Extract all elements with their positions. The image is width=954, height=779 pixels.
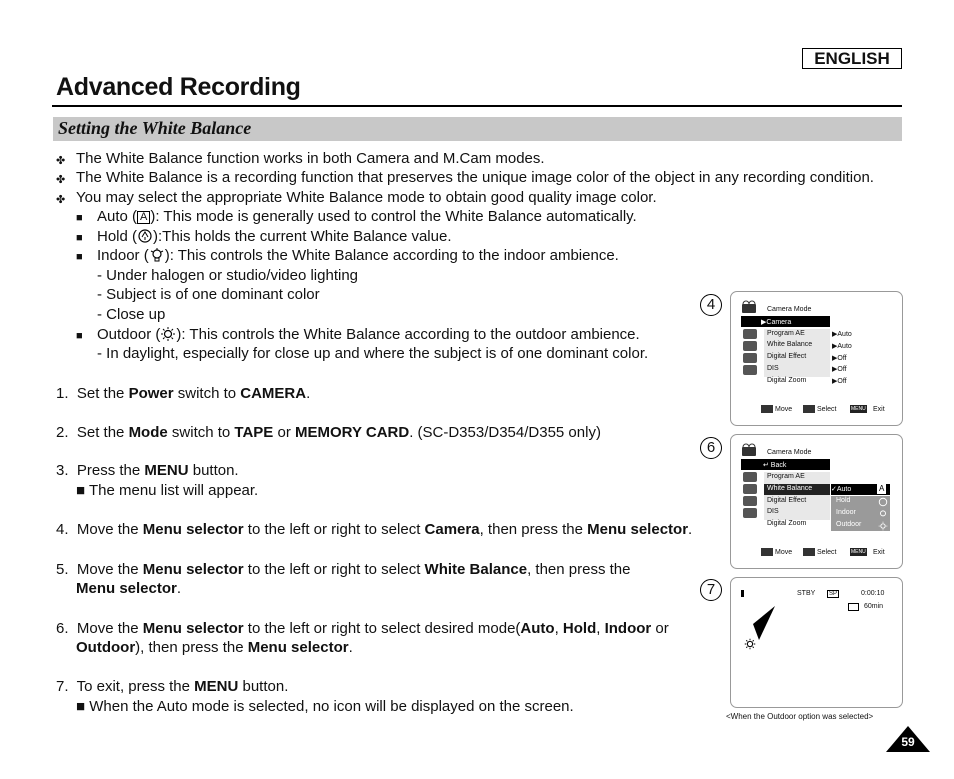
auto-option-icon: A (879, 484, 885, 493)
menu-value: ▶Auto (832, 343, 852, 350)
menu-value: ▶Auto (832, 331, 852, 338)
tape-side-icon (743, 353, 757, 363)
option-auto: ✓Auto (831, 486, 852, 493)
menu-screen-6 (730, 434, 903, 569)
bullet-icon: ✤ (56, 174, 66, 186)
indoor-icon (878, 509, 888, 519)
step-5-cont: Menu selector. (76, 580, 182, 597)
step-4: 4. Move the Menu selector to the left or right to select Camera, then press the Menu selector. (56, 521, 693, 538)
step-1: 1. Set the Power switch to CAMERA. (56, 385, 311, 402)
section-title: Setting the White Balance (58, 118, 252, 138)
tape-side-icon (743, 496, 757, 506)
gear-side-icon (743, 365, 757, 375)
menu-header: Camera Mode (767, 449, 812, 456)
footer-select: Select (817, 549, 837, 556)
step-3: 3. Press the MENU button. (56, 462, 239, 479)
square-bullet-icon: ■ (76, 330, 83, 342)
menu-value: ▶Off (832, 378, 847, 385)
square-bullet-icon: ■ (76, 251, 83, 263)
menu-item: Program AE (767, 473, 805, 480)
viewfinder-screen-7 (730, 577, 903, 708)
intro-line: The White Balance function works in both Camera and M.Cam modes. (76, 150, 545, 167)
mode-indoor: Indoor ( ): This controls the White Balance according to the indoor ambience. (97, 247, 619, 264)
camera-mode-icon (741, 300, 757, 314)
menu-item: White Balance (767, 485, 813, 492)
option-indoor: Indoor (836, 509, 856, 516)
indoor-icon (149, 247, 165, 263)
option-hold: Hold (836, 497, 851, 504)
step-2: 2. Set the Mode switch to TAPE or MEMORY CARD. (SC-D353/D354/D355 only) (56, 424, 601, 441)
footer-select: Select (817, 406, 837, 413)
outdoor-sub: - In daylight, especially for close up and where the subject is of one dominant color. (97, 345, 649, 362)
camera-side-icon (743, 472, 757, 482)
camera-side-icon (743, 329, 757, 339)
page-title: Advanced Recording (56, 73, 301, 101)
menu-item: DIS (767, 365, 779, 372)
time-counter: 0:00:10 (861, 590, 885, 597)
intro-line: You may select the appropriate White Balance mode to obtain good quality image color. (76, 189, 657, 206)
footer-exit: Exit (873, 406, 885, 413)
outdoor-icon (878, 521, 888, 531)
menu-item: Digital Zoom (767, 520, 807, 527)
camera-mode-icon (741, 443, 757, 457)
step-5: 5. Move the Menu selector to the left or right to select White Balance, then press the (56, 561, 631, 578)
menu-header: Camera Mode (767, 306, 812, 313)
step-number-6: 6 (700, 437, 722, 459)
menu-selected: ▶Camera (761, 319, 792, 326)
move-icon (761, 548, 773, 556)
step-6: 6. Move the Menu selector to the left or right to select desired mode(Auto, Hold, Indoor or (56, 620, 669, 637)
footer-move: Move (775, 549, 793, 556)
outdoor-icon (744, 638, 756, 650)
menu-item: Digital Zoom (767, 377, 807, 384)
pointer-arrow-icon (753, 606, 777, 640)
square-bullet-icon: ■ (76, 212, 83, 224)
page-number: 59 (901, 735, 915, 749)
bullet-icon: ✤ (56, 155, 66, 167)
menu-value: ▶Off (832, 355, 847, 362)
camera-side-icon (743, 484, 757, 494)
menu-item: DIS (767, 508, 779, 515)
remaining-time: 60min (864, 603, 884, 610)
option-outdoor: Outdoor (836, 521, 862, 528)
battery-icon (741, 590, 744, 597)
sp-label: SP (829, 591, 838, 597)
language-label: ENGLISH (802, 48, 902, 69)
menu-value: ▶Off (832, 366, 847, 373)
move-icon (761, 405, 773, 413)
step-number-7: 7 (700, 579, 722, 601)
step-7-note: ■ When the Auto mode is selected, no icon will be displayed on the screen. (76, 698, 574, 715)
mode-outdoor: Outdoor ( ): This controls the White Balance according to the outdoor ambience. (97, 326, 640, 343)
bullet-icon: ✤ (56, 194, 66, 206)
menu-item: White Balance (767, 341, 813, 348)
menu-key-icon: MENU (851, 406, 866, 412)
intro-line: The White Balance is a recording function that preserves the unique image color of the object in any recording condition. (76, 169, 874, 186)
step-7: 7. To exit, press the MENU button. (56, 678, 289, 695)
menu-item: Digital Effect (767, 353, 807, 360)
footer-move: Move (775, 406, 793, 413)
menu-key-icon: MENU (851, 549, 866, 555)
select-icon (803, 548, 815, 556)
menu-screen-4 (730, 291, 903, 426)
stby-label: STBY (797, 590, 816, 597)
step-6-cont: Outdoor), then press the Menu selector. (76, 639, 353, 656)
step-number-4: 4 (700, 294, 722, 316)
camera-side-icon (743, 341, 757, 351)
menu-item: Program AE (767, 330, 805, 337)
auto-icon: A (137, 211, 150, 224)
hold-icon (878, 497, 888, 507)
indoor-sub: - Subject is of one dominant color (97, 286, 320, 303)
outdoor-icon (160, 326, 176, 342)
step-3-note: ■ The menu list will appear. (76, 482, 259, 499)
tape-icon (848, 603, 859, 611)
mode-hold: Hold ( ):This holds the current White Balance value. (97, 228, 452, 245)
hold-icon (137, 228, 153, 244)
select-icon (803, 405, 815, 413)
footer-exit: Exit (873, 549, 885, 556)
indoor-sub: - Under halogen or studio/video lighting (97, 267, 358, 284)
mode-auto: Auto ( A ): This mode is generally used to control the White Balance automatically. (97, 208, 637, 225)
menu-back: ↵ Back (763, 462, 787, 469)
indoor-sub: - Close up (97, 306, 166, 323)
gear-side-icon (743, 508, 757, 518)
square-bullet-icon: ■ (76, 232, 83, 244)
figure-caption: <When the Outdoor option was selected> (726, 712, 874, 721)
menu-item: Digital Effect (767, 497, 807, 504)
